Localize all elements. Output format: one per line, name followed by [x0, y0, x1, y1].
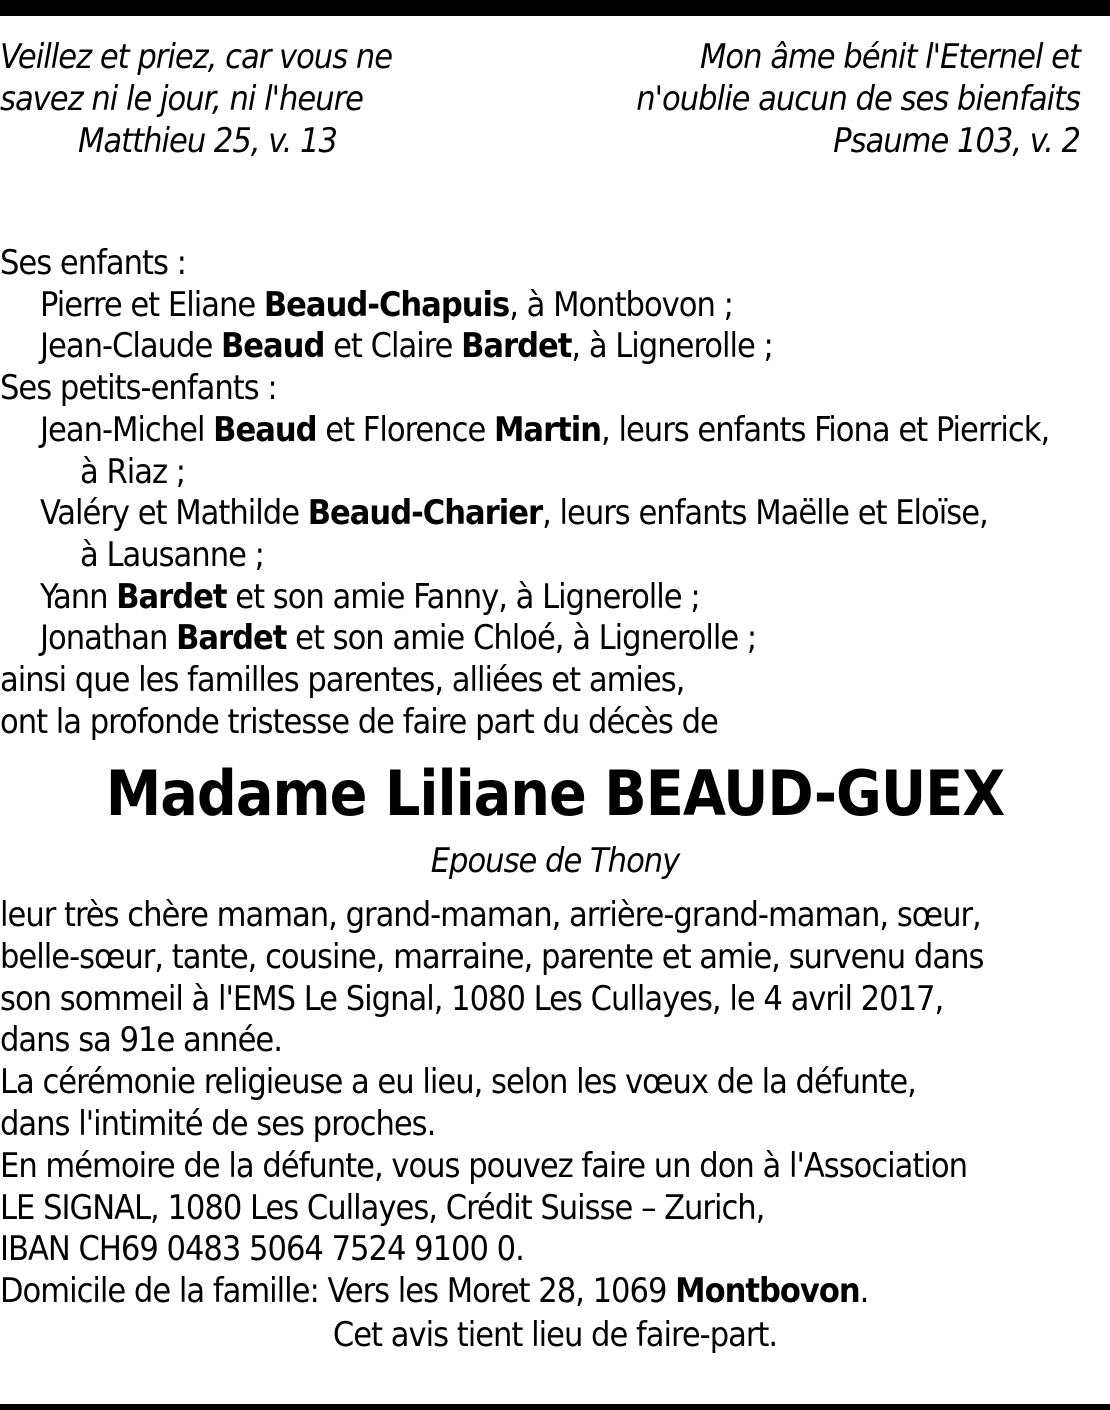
family-list [0, 243, 1110, 743]
child-first-names: Jean-Claude [40, 326, 221, 367]
deceased-name: Madame Liliane BEAUD-GUEX [105, 757, 1005, 830]
grandchild-first-names: Valéry et Mathilde [40, 493, 308, 534]
announcement-details [0, 895, 1110, 1313]
verse-right [440, 36, 1080, 162]
children-heading: Ses enfants : [0, 243, 186, 283]
deceased-subtitle: Epouse de Thony [430, 841, 680, 881]
grandchild-surname: Beaud [213, 409, 317, 450]
verse-left-line: savez ni le jour, ni l'heure [0, 79, 363, 119]
detail-line: En mémoire de la défunte, vous pouvez faire un don à l'Association [0, 1145, 968, 1186]
domicile-town: Montbovon [675, 1271, 860, 1312]
family-domicile [0, 1271, 1110, 1313]
child-surname: Beaud [220, 326, 325, 367]
grandchild-surname: Beaud-Charier [307, 493, 543, 534]
detail-line: dans sa 91e année. [0, 1020, 282, 1061]
grandchild-details: , leurs enfants Maëlle et Eloïse, [542, 493, 988, 534]
child-partner-surname: Bardet [461, 326, 572, 367]
child-location: , à Montbovon ; [509, 284, 733, 325]
child-location: , à Lignerolle ; [571, 326, 773, 367]
grandchild-location: à Lausanne ; [80, 534, 264, 575]
grandchild-entry [0, 618, 1110, 660]
child-surname: Beaud-Chapuis [263, 284, 510, 325]
detail-line: leur très chère maman, grand-maman, arrière-grand-maman, sœur, [0, 895, 981, 935]
detail-line: dans l'intimité de ses proches. [0, 1103, 436, 1144]
domicile-address: Domicile de la famille: Vers les Moret 28, 1069 [0, 1271, 676, 1312]
grandchild-surname: Bardet [116, 576, 227, 617]
verse-left-line: Veillez et priez, car vous ne [0, 37, 393, 77]
grandchild-location: à Riaz ; [80, 451, 186, 492]
grandchild-entry [0, 493, 1110, 535]
grandchild-details: et son amie Fanny, à Lignerolle ; [226, 576, 700, 617]
domicile-period: . [859, 1271, 869, 1312]
detail-line: belle-sœur, tante, cousine, marraine, parente et amie, survenu dans [0, 936, 984, 977]
grandchild-partner: et Florence [316, 409, 494, 450]
child-partner: et Claire [324, 326, 462, 367]
child-first-names: Pierre et Eliane [40, 284, 264, 325]
announcement-line: ont la profonde tristesse de faire part du décès de [0, 701, 718, 742]
detail-line: La cérémonie religieuse a eu lieu, selon les vœux de la défunte, [0, 1062, 916, 1103]
verse-right-line: Mon âme bénit l'Eternel et [700, 37, 1080, 77]
detail-line: son sommeil à l'EMS Le Signal, 1080 Les Cullayes, le 4 avril 2017, [0, 978, 944, 1019]
grandchild-first-names: Yann [40, 576, 117, 617]
grandchild-first-names: Jonathan [40, 618, 177, 659]
grandchild-entry [0, 577, 1110, 619]
child-entry [0, 326, 1110, 368]
top-border-rule [0, 0, 1110, 16]
relatives-line: ainsi que les familles parentes, alliées et amies, [0, 660, 685, 701]
bottom-border-rule [0, 1404, 1110, 1410]
grandchild-surname: Bardet [176, 618, 287, 659]
verse-right-reference: Psaume 103, v. 2 [833, 121, 1080, 161]
child-entry [0, 285, 1110, 327]
grandchild-first-names: Jean-Michel [40, 409, 214, 450]
grandchildren-heading: Ses petits-enfants : [0, 368, 277, 409]
detail-line: IBAN CH69 0483 5064 7524 9100 0. [0, 1229, 524, 1270]
grandchild-details: , leurs enfants Fiona et Pierrick, [601, 409, 1050, 450]
verse-left-reference: Matthieu 25, v. 13 [78, 121, 337, 161]
verse-right-line: n'oublie aucun de ses bienfaits [636, 79, 1080, 119]
grandchild-partner-surname: Martin [493, 409, 602, 450]
grandchild-entry [0, 410, 1110, 452]
grandchild-details: et son amie Chloé, à Lignerolle ; [286, 618, 757, 659]
detail-line: LE SIGNAL, 1080 Les Cullayes, Crédit Suisse – Zurich, [0, 1187, 765, 1228]
faire-part-notice: Cet avis tient lieu de faire-part. [332, 1315, 778, 1355]
